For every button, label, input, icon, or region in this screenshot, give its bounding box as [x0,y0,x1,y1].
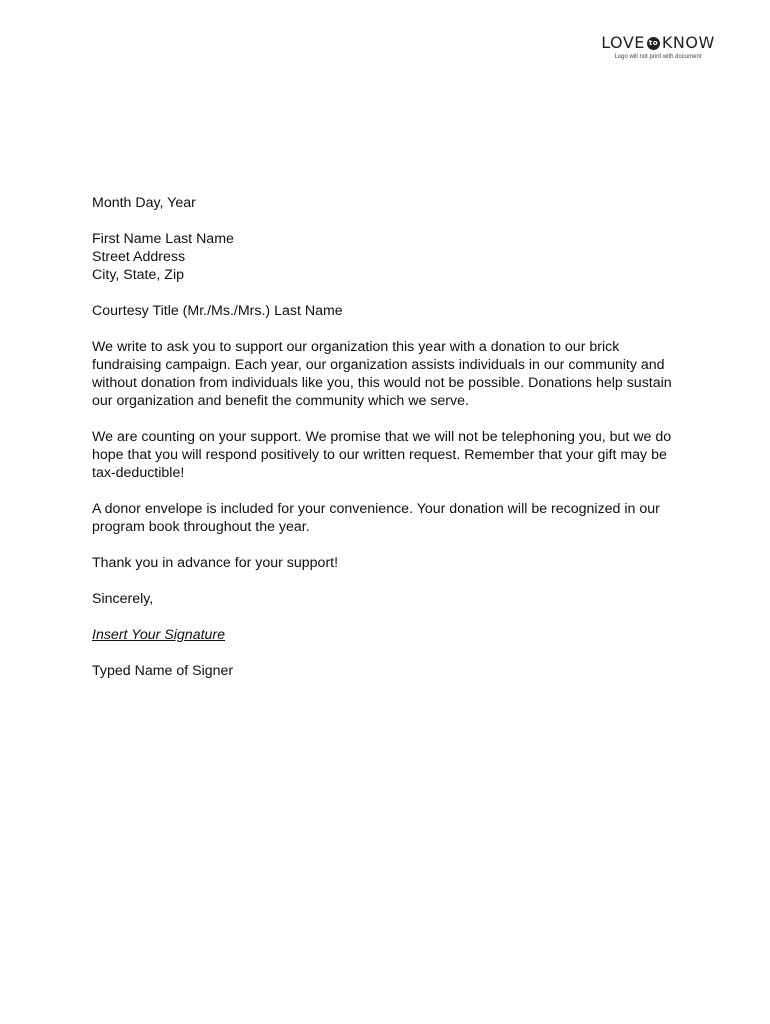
logo-circle-icon [647,37,660,50]
letter-paragraph-3: A donor envelope is included for your convenience. Your donation will be recognized in our program book throughout the year. [92,501,660,535]
typed-signer-name: Typed Name of Signer [92,663,234,679]
logo-tagline: Logo will not print with document [614,54,702,60]
letter-paragraph-4: Thank you in advance for your support! [92,555,339,571]
letter-date: Month Day, Year [92,195,196,211]
recipient-address [92,230,692,284]
logo-wordmark [596,33,720,53]
letter-paragraph-1: We write to ask you to support our organization this year with a donation to our brick fundraising campaign. Each year, our organization assists individuals in our community and without donation from individuals like you, this would not be possible. Donations help sustain our organization and benefit the community which we serve. [92,339,672,409]
letter-salutation: Courtesy Title (Mr./Ms./Mrs.) Last Name [92,303,343,319]
logo-text-love: LOVE [601,33,645,52]
logo-text-know: KNOW [661,33,715,52]
logo-text-to: to [648,38,658,47]
letter-closing: Sincerely, [92,591,154,607]
recipient-street: Street Address [92,249,186,265]
letter-body [92,194,692,698]
recipient-city: City, State, Zip [92,267,184,283]
signature-placeholder: Insert Your Signature [92,627,226,643]
lovetoknow-logo [596,33,720,61]
recipient-name: First Name Last Name [92,231,234,247]
letter-paragraph-2: We are counting on your support. We promise that we will not be telephoning you, but we do hope that you will respond positively to our written request. Remember that your gift may be tax-deductible! [92,429,672,481]
